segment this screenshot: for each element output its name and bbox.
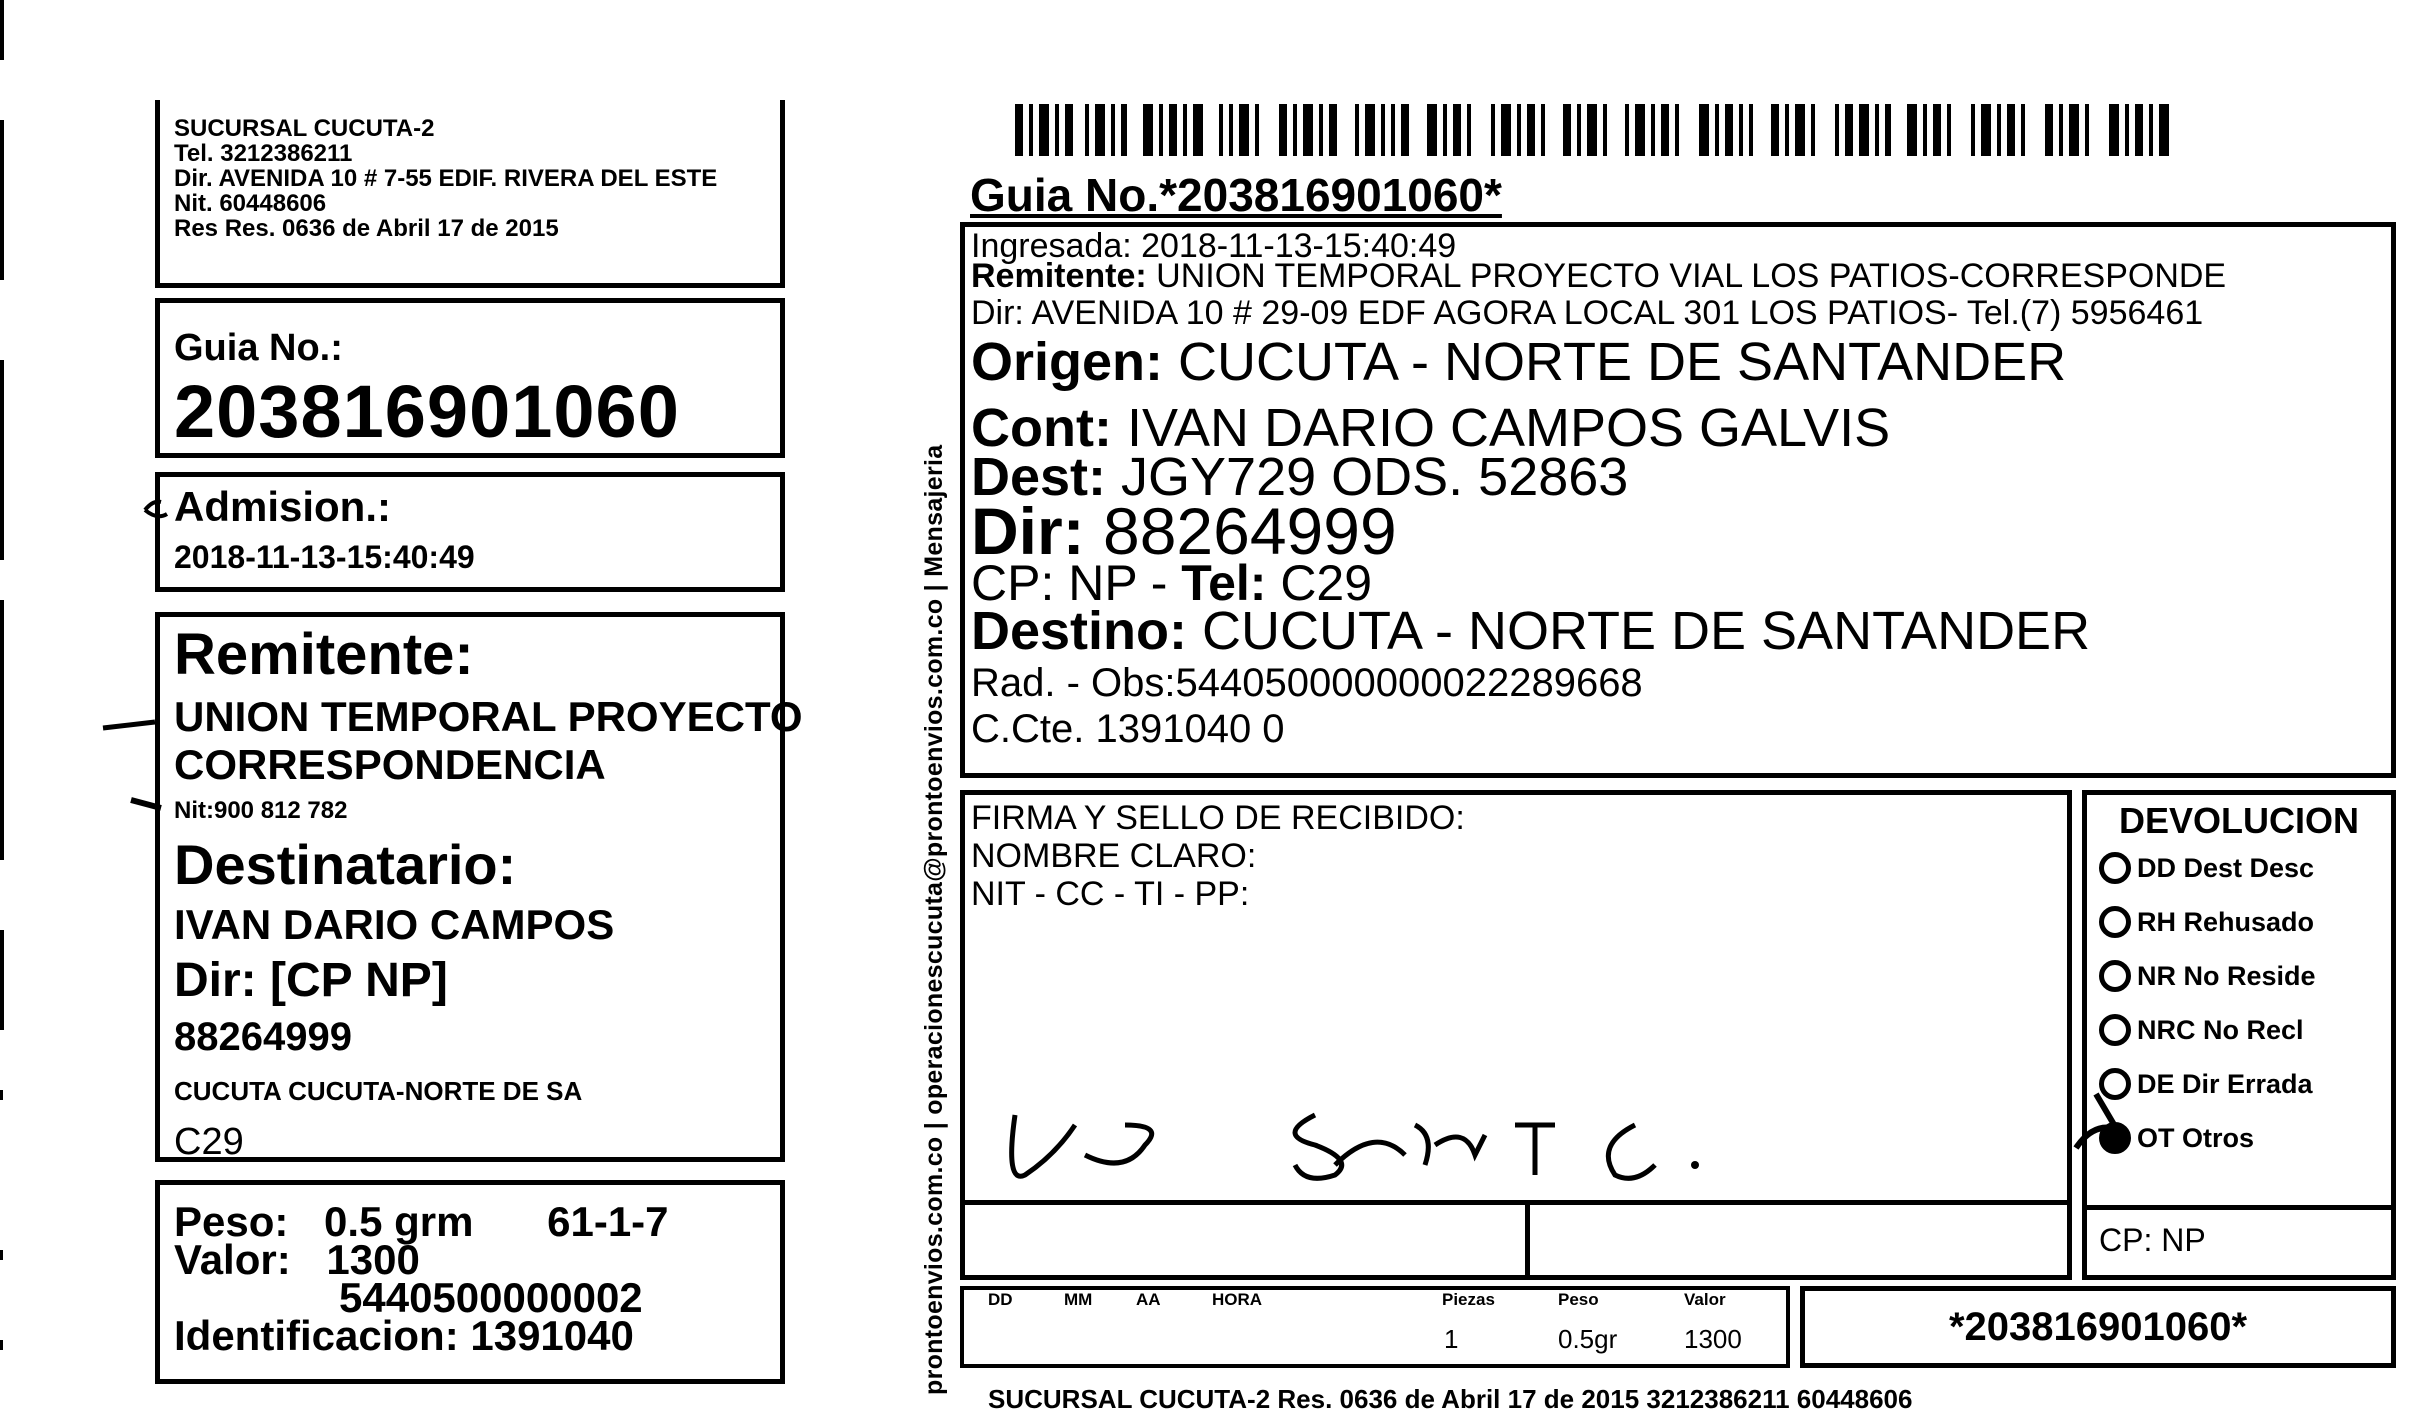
remitente-row — [971, 259, 2391, 293]
devolucion-box — [2082, 790, 2396, 1280]
recipient-label: Destinatario: — [174, 833, 517, 896]
recipient-name: IVAN DARIO CAMPOS — [174, 901, 615, 948]
admission-value: 2018-11-13-15:40:49 — [174, 539, 475, 575]
option-ot-label: OT Otros — [2137, 1122, 2255, 1153]
handwritten-check-mark — [2066, 1088, 2136, 1168]
devolucion-options — [2099, 841, 2391, 1165]
tel-label: Tel: — [1181, 555, 1267, 611]
barcode-number: *203816901060* — [1948, 1305, 2248, 1349]
signature-bottom-row — [965, 1200, 2067, 1275]
page-edge-mark — [0, 0, 4, 60]
route-code: 61-1-7 — [547, 1198, 669, 1245]
header-peso: Peso — [1558, 1290, 1599, 1309]
page-edge-mark — [0, 1250, 3, 1260]
peso-value: 0.5 grm — [324, 1198, 474, 1245]
destino-value: CUCUTA - NORTE DE SANTANDER — [1187, 601, 2091, 661]
recipient-dir: Dir: [CP NP] — [174, 954, 448, 1007]
option-dd[interactable] — [2099, 841, 2391, 895]
branch-name: SUCURSAL CUCUTA-2 — [174, 115, 435, 142]
option-nr-label: NR No Reside — [2137, 960, 2316, 991]
header-valor: Valor — [1684, 1290, 1726, 1309]
barcode-graphic — [1015, 104, 2170, 156]
sender-address: Dir: AVENIDA 10 # 29-09 EDF AGORA LOCAL 301 LOS PATIOS- Tel.(7) 5956461 — [971, 294, 2204, 332]
dir-row — [971, 494, 2391, 568]
identification: Identificacion: 1391040 — [174, 1312, 634, 1359]
recipient-code: C29 — [174, 1121, 244, 1163]
barcode — [1015, 104, 2170, 156]
option-nrc-label: NRC No Recl — [2137, 1014, 2304, 1045]
option-de-label: DE Dir Errada — [2137, 1068, 2313, 1099]
hand-marks — [95, 490, 175, 840]
recipient-city: CUCUTA CUCUTA-NORTE DE SA — [174, 1076, 583, 1106]
origen-value: CUCUTA - NORTE DE SANTANDER — [1163, 332, 2067, 392]
valor-label: Valor: — [174, 1236, 291, 1283]
date-table-header — [964, 1290, 1786, 1312]
client-code: C.Cte. 1391040 0 — [971, 707, 1285, 751]
option-de[interactable] — [2099, 1057, 2391, 1111]
radio-circle-icon[interactable] — [2099, 1014, 2131, 1046]
rad-obs: Rad. - Obs:544050000000022289668 — [971, 661, 1643, 705]
devolucion-title: DEVOLUCION — [2118, 800, 2359, 841]
radio-circle-icon[interactable] — [2099, 852, 2131, 884]
valor-value: 1300 — [326, 1236, 420, 1283]
page-edge-mark — [0, 360, 4, 560]
value-peso: 0.5gr — [1558, 1324, 1618, 1354]
shipment-info-box — [960, 222, 2396, 778]
ingresada: Ingresada: 2018-11-13-15:40:49 — [971, 227, 1457, 265]
signature-box — [960, 790, 2072, 1280]
vertical-contact-line: prontoenvios.com.co | operacionescucuta@prontoenvios.com.co | Mensajeria — [920, 444, 948, 1395]
dir-label: Dir: — [971, 494, 1085, 568]
destino-row — [971, 603, 2391, 659]
signature-line2: NOMBRE CLARO: — [971, 837, 1257, 875]
branch-header-box — [155, 100, 785, 288]
radio-circle-icon[interactable] — [2099, 906, 2131, 938]
option-nr[interactable] — [2099, 949, 2391, 1003]
option-nrc[interactable] — [2099, 1003, 2391, 1057]
option-rh[interactable] — [2099, 895, 2391, 949]
header-hora: HORA — [1212, 1290, 1263, 1309]
signature-divider — [1525, 1205, 1530, 1275]
admission-label: Admision.: — [174, 483, 391, 530]
devolucion-cp-row — [2087, 1205, 2391, 1275]
branch-nit: Nit. 60448606 — [174, 190, 327, 217]
sender-nit: Nit:900 812 782 — [174, 797, 348, 824]
option-ot[interactable] — [2099, 1111, 2391, 1165]
guide-title: Guia No.*203816901060* — [970, 169, 1502, 221]
destino-label: Destino: — [971, 601, 1187, 661]
header-mm: MM — [1064, 1290, 1093, 1309]
guide-number-box — [155, 298, 785, 458]
remitente-value: UNION TEMPORAL PROYECTO VIAL LOS PATIOS-CORRESPONDE — [1146, 257, 2227, 295]
vertical-contact-text — [920, 150, 960, 1395]
value-piezas: 1 — [1444, 1324, 1459, 1354]
origen-label: Origen: — [971, 332, 1164, 392]
page-edge-mark — [0, 600, 4, 860]
cp-text: CP: NP - — [971, 555, 1182, 611]
guide-label: Guia No.: — [174, 327, 343, 369]
branch-address: Dir. AVENIDA 10 # 7-55 EDIF. RIVERA DEL ESTE — [174, 165, 718, 192]
header-dd: DD — [988, 1290, 1013, 1309]
page-edge-mark — [0, 1090, 3, 1100]
long-code: 5440500000002 — [339, 1274, 643, 1321]
branch-resolution: Res Res. 0636 de Abril 17 de 2015 — [174, 215, 559, 242]
footer-line: SUCURSAL CUCUTA-2 Res. 0636 de Abril 17 de 2015 3212386211 60448606 — [988, 1384, 1913, 1414]
sender-name-line2: CORRESPONDENCIA — [174, 741, 606, 788]
devolucion-cp: CP: NP — [2099, 1222, 2206, 1258]
branch-tel: Tel. 3212386211 — [174, 140, 353, 167]
signature-line1: FIRMA Y SELLO DE RECIBIDO: — [971, 799, 1465, 837]
radio-circle-icon[interactable] — [2099, 960, 2131, 992]
delivery-date-table — [960, 1286, 1790, 1368]
remitente-label: Remitente: — [971, 257, 1147, 295]
dest-label: Dest: — [971, 447, 1107, 507]
cp-tel-row — [971, 555, 2391, 611]
option-dd-label: DD Dest Desc — [2137, 852, 2315, 883]
value-valor: 1300 — [1684, 1324, 1742, 1354]
recipient-number: 88264999 — [174, 1015, 352, 1059]
page-edge-mark — [0, 120, 4, 280]
dir-value: 88264999 — [1084, 494, 1397, 568]
cont-value: IVAN DARIO CAMPOS GALVIS — [1111, 398, 1891, 458]
weight-value-box — [155, 1180, 785, 1384]
cont-label: Cont: — [971, 398, 1112, 458]
admission-box — [155, 472, 785, 592]
sender-label: Remitente: — [174, 622, 474, 687]
guide-number: 203816901060 — [174, 370, 680, 453]
dest-value: JGY729 ODS. 52863 — [1106, 447, 1629, 507]
option-rh-label: RH Rehusado — [2137, 906, 2315, 937]
sender-name-line1: UNION TEMPORAL PROYECTO — [174, 693, 803, 740]
barcode-number-box — [1800, 1286, 2396, 1368]
peso-label: Peso: — [174, 1198, 289, 1245]
header-piezas: Piezas — [1442, 1290, 1495, 1309]
header-aa: AA — [1136, 1290, 1161, 1309]
handwritten-signature — [995, 1065, 1795, 1205]
page-edge-mark — [0, 930, 4, 1030]
origen-row — [971, 333, 2391, 391]
signature-line3: NIT - CC - TI - PP: — [971, 875, 1250, 913]
address-details-box — [155, 612, 803, 1163]
page-edge-mark — [0, 1340, 3, 1350]
dest-row — [971, 447, 2391, 507]
tel-value: C29 — [1266, 555, 1373, 611]
